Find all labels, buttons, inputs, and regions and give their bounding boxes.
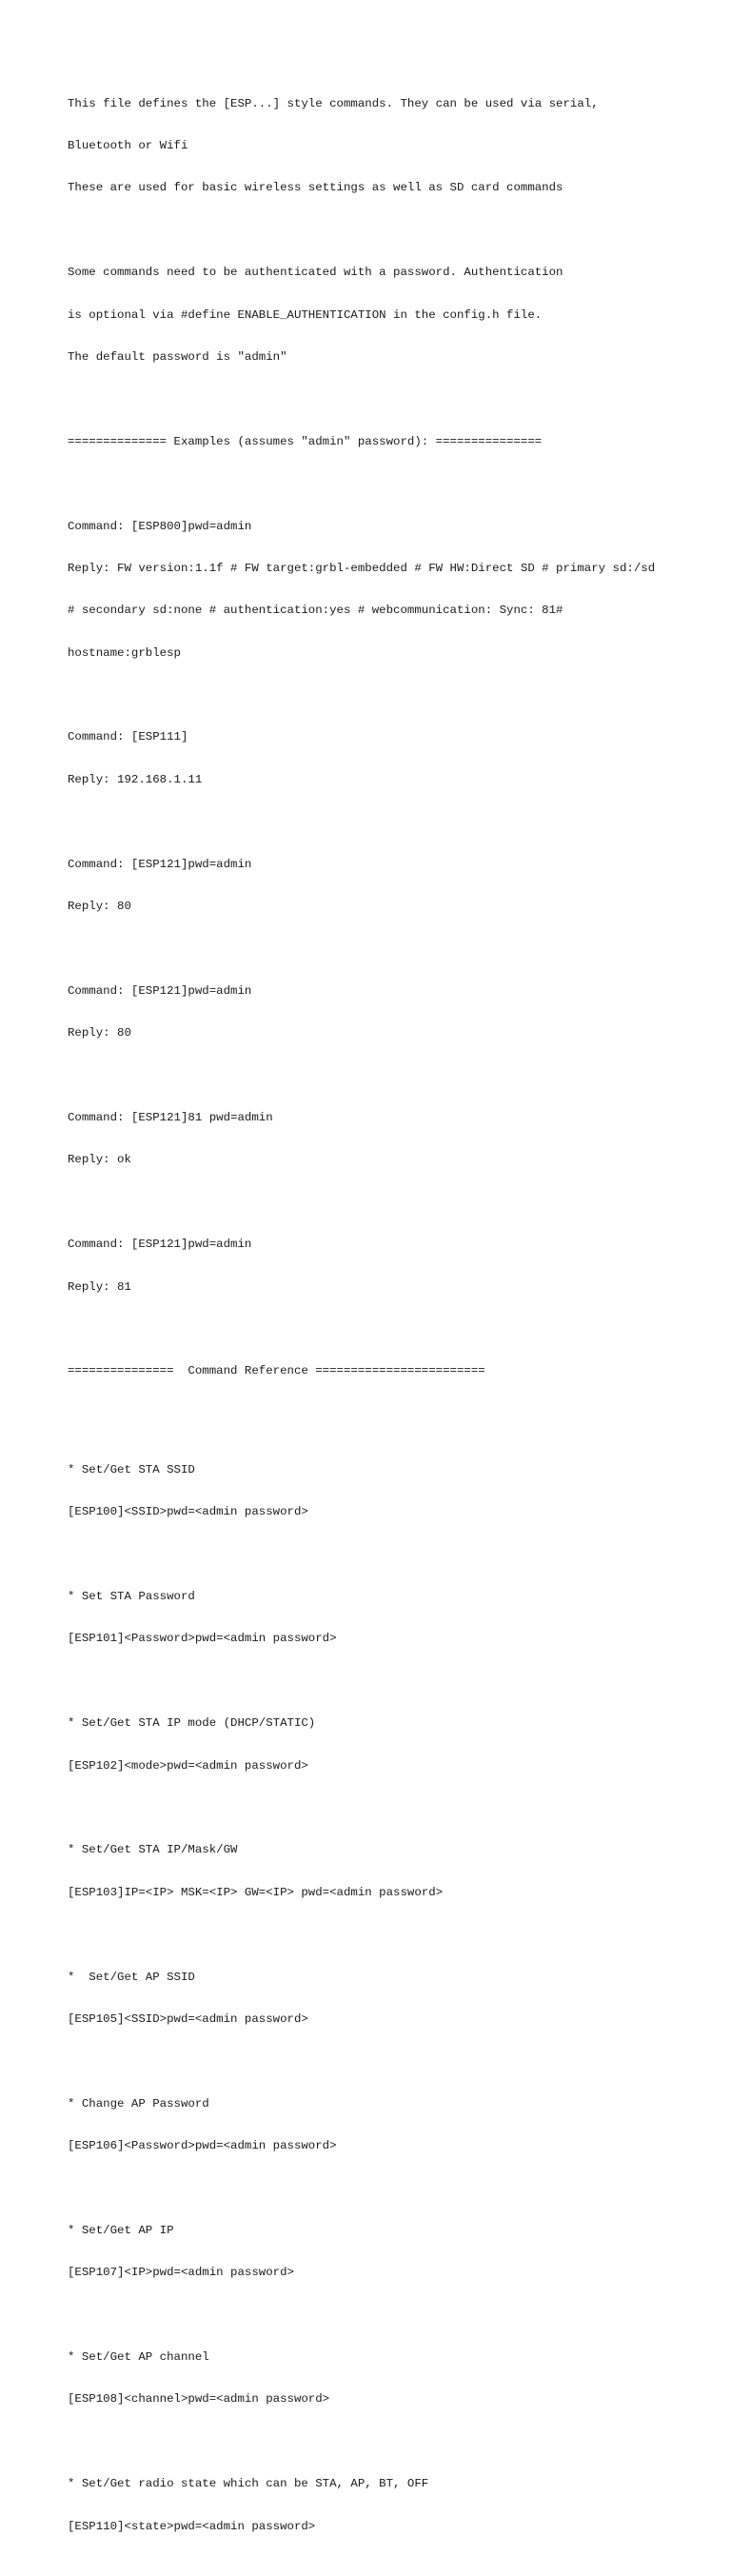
intro-line: These are used for basic wireless settings as well as SD card commands [68,181,563,195]
example-command: Command: [ESP121]pwd=admin [68,857,252,871]
reference-entry [68,1689,724,1801]
reference-title: * Set/Get radio state which can be STA, AP, BT, OFF [68,2477,429,2491]
reference-title: * Set/Get STA IP mode (DHCP/STATIC) [68,1716,316,1731]
intro-line: This file defines the [ESP...] style commands. They can be used via serial, [68,96,599,110]
reference-syntax: [ESP108]<channel>pwd=<admin password> [68,2392,330,2407]
reference-syntax: [ESP101]<Password>pwd=<admin password> [68,1632,337,1646]
reference-entry [68,2449,724,2562]
example-command: Command: [ESP121]pwd=admin [68,983,252,998]
reference-title: * Change AP Password [68,2096,209,2110]
reference-entry [68,2069,724,2181]
reference-title: * Set/Get AP SSID [68,1970,195,1984]
auth-line: The default password is "admin" [68,349,287,364]
examples-section-header [68,406,724,477]
example-block [68,1082,724,1195]
example-reply: Reply: 80 [68,900,131,914]
reference-entry [68,2323,724,2435]
reference-title: * Set/Get STA SSID [68,1462,195,1476]
reference-entry [68,1561,724,1674]
example-reply: # secondary sd:none # authentication:yes # webcommunication: Sync: 81# [68,604,563,618]
example-block [68,956,724,1068]
example-reply: Reply: 192.168.1.11 [68,772,203,786]
example-command: Command: [ESP121]pwd=admin [68,1238,252,1252]
reference-syntax: [ESP103]IP=<IP> MSK=<IP> GW=<IP> pwd=<admin password> [68,1885,444,1899]
example-command: Command: [ESP121]81 pwd=admin [68,1110,273,1124]
reference-entry [68,1815,724,1928]
reference-entry [68,1435,724,1547]
reference-syntax: [ESP105]<SSID>pwd=<admin password> [68,2011,308,2026]
auth-line: Some commands need to be authenticated with a password. Authentication [68,266,563,280]
example-block [68,829,724,941]
intro-line: Bluetooth or Wifi [68,138,188,152]
example-reply: Reply: 81 [68,1279,131,1294]
intro-paragraph [68,69,724,224]
blank-line [68,1421,724,1436]
reference-title: * Set/Get AP channel [68,2350,209,2365]
example-reply: Reply: ok [68,1153,131,1167]
examples-header-text: ============== Examples (assumes "admin" password): =============== [68,434,543,448]
example-reply: Reply: FW version:1.1f # FW target:grbl-embedded # FW HW:Direct SD # primary sd:/sd [68,561,656,575]
example-block [68,491,724,688]
reference-syntax: [ESP100]<SSID>pwd=<admin password> [68,1505,308,1519]
reference-title: * Set STA Password [68,1590,195,1604]
example-reply: hostname:grblesp [68,645,181,660]
authentication-paragraph [68,238,724,393]
example-reply: Reply: 80 [68,1026,131,1040]
example-block [68,1210,724,1322]
reference-section-header [68,1337,724,1407]
document-page [68,69,724,2576]
auth-line: is optional via #define ENABLE_AUTHENTICATION in the config.h file. [68,307,543,322]
reference-header-text: =============== Command Reference ======================== [68,1364,485,1378]
example-command: Command: [ESP800]pwd=admin [68,519,252,533]
reference-syntax: [ESP102]<mode>pwd=<admin password> [68,1758,308,1773]
reference-syntax: [ESP110]<state>pwd=<admin password> [68,2519,316,2533]
reference-entry [68,2195,724,2308]
reference-title: * Set/Get AP IP [68,2223,174,2237]
reference-syntax: [ESP107]<IP>pwd=<admin password> [68,2266,294,2280]
reference-entry [68,1942,724,2054]
example-command: Command: [ESP111] [68,730,188,744]
reference-title: * Set/Get STA IP/Mask/GW [68,1843,238,1857]
example-block [68,703,724,815]
reference-syntax: [ESP106]<Password>pwd=<admin password> [68,2139,337,2153]
